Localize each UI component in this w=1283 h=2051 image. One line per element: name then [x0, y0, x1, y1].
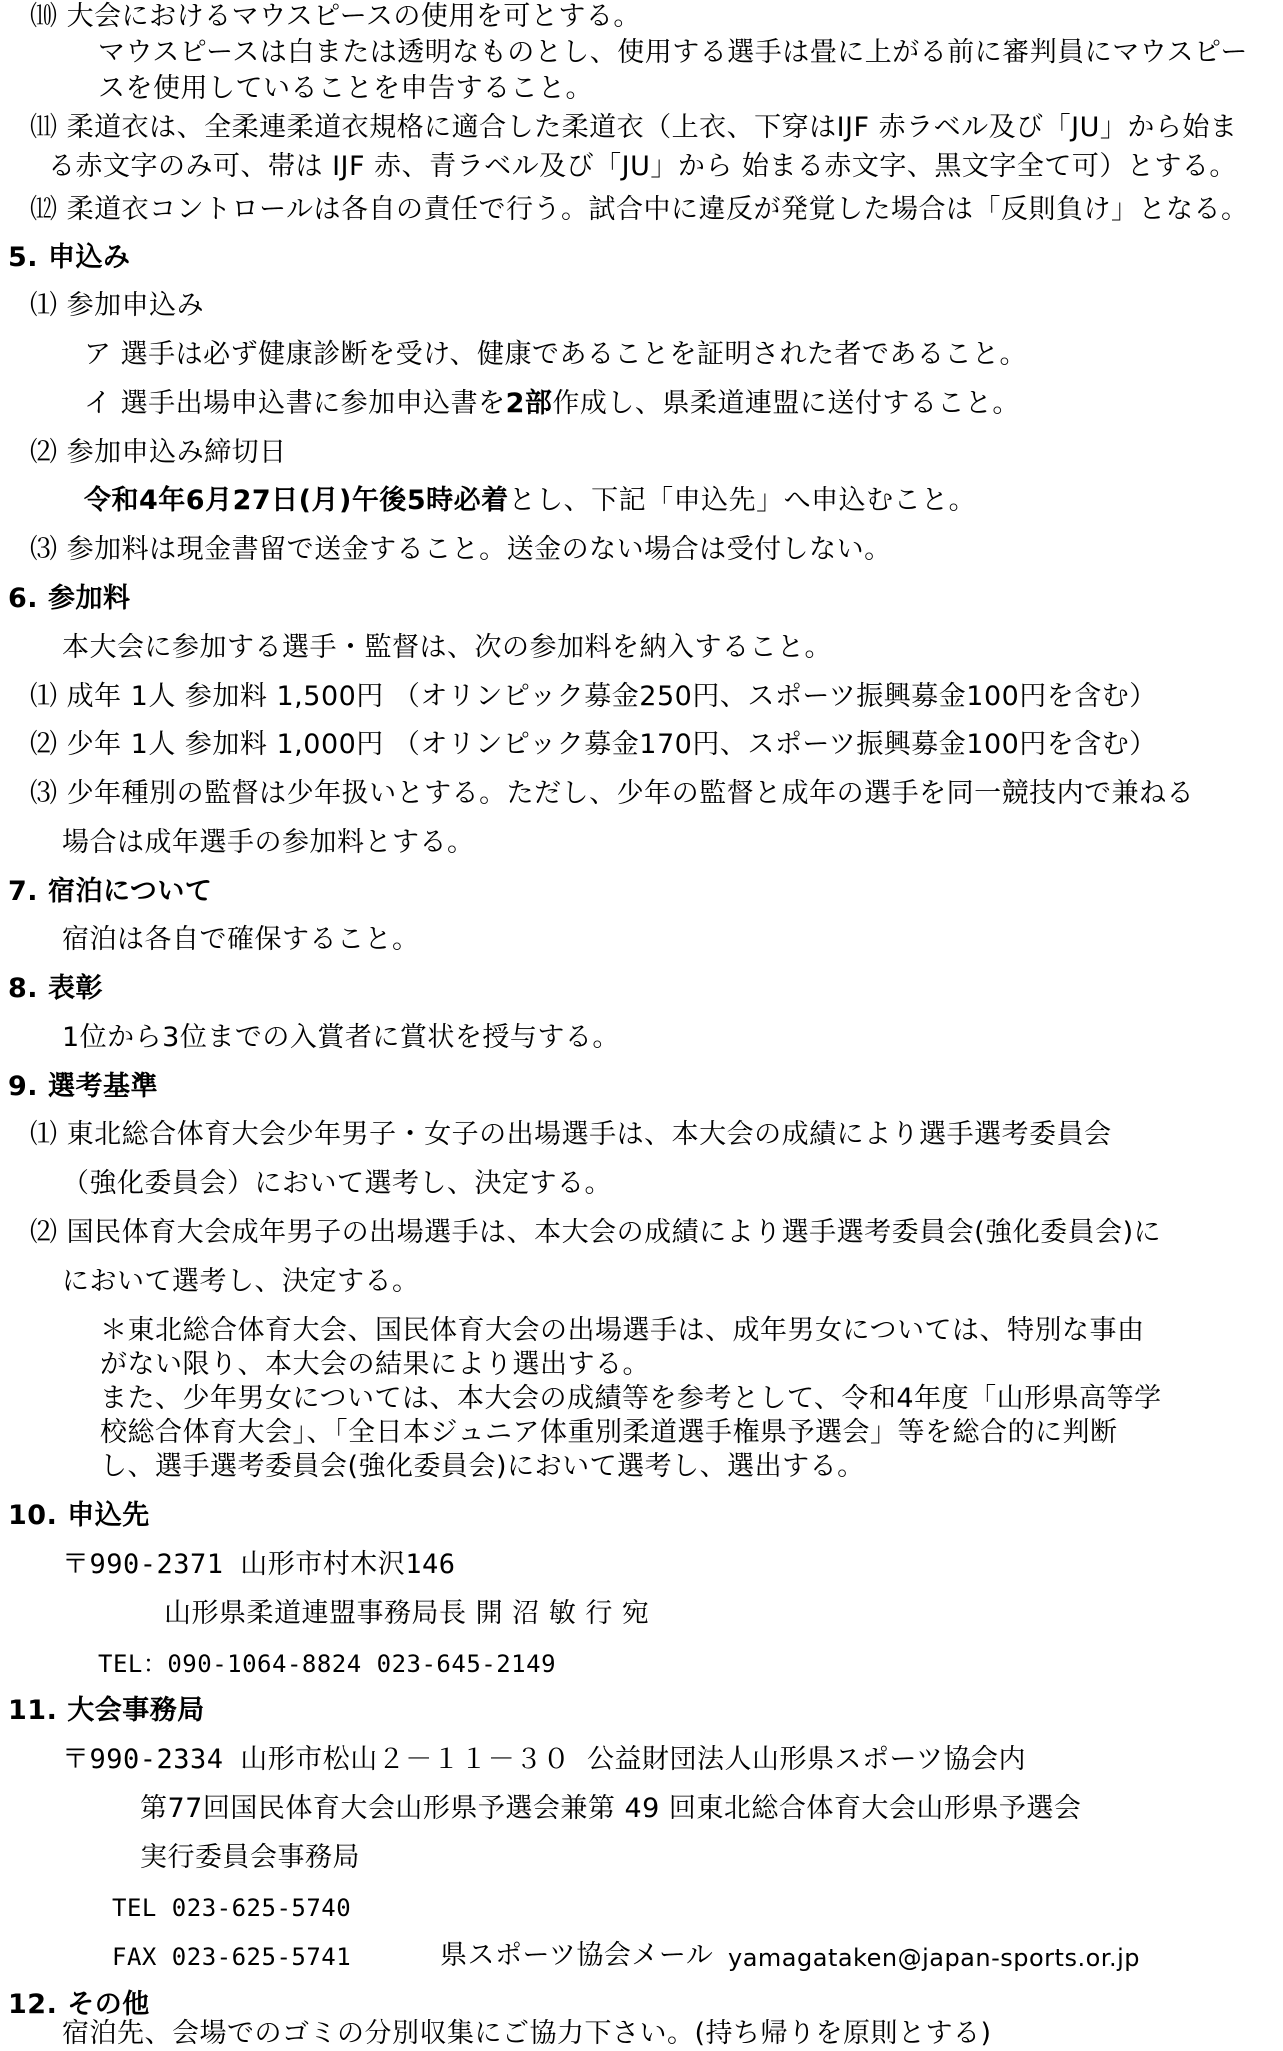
section-8-heading: 8. 表彰: [8, 973, 103, 1004]
section-11-org-line-1: 第77回国民体育大会山形県予選会兼第 49 回東北総合体育大会山形県予選会: [140, 1793, 1082, 1824]
section-5-item-1: ⑴ 参加申込み: [30, 290, 205, 321]
section-9-item-2-line-2: において選考し、決定する。: [62, 1266, 420, 1297]
section-6-item-3-line-2: 場合は成年選手の参加料とする。: [62, 827, 475, 858]
rule-11-line-1: ⑾ 柔道衣は、全柔連柔道衣規格に適合した柔道衣（上衣、下穿はIJF 赤ラベル及び「JU」から始ま: [30, 112, 1238, 143]
section-5-item-2: ⑵ 参加申込み締切日: [30, 437, 287, 468]
section-11-tel: TEL 023-625-5740: [112, 1894, 352, 1922]
section-5-deadline: [84, 484, 976, 518]
text-segment: イ 選手出場申込書に参加申込書を: [84, 388, 506, 419]
section-12-body: 宿泊先、会場でのゴミの分別収集にご協力下さい。(持ち帰りを原則とする): [62, 2018, 992, 2049]
section-11-address: 〒990-2334 山形市松山２－１１－３０ 公益財団法人山形県スポーツ協会内: [62, 1744, 1026, 1775]
section-6-item-2: ⑵ 少年 1人 参加料 1,000円 （オリンピック募金170円、スポーツ振興募金100円を含む）: [30, 729, 1157, 760]
section-11-fax: FAX 023-625-5741: [112, 1943, 352, 1971]
section-5-item-1-a: ア 選手は必ず健康診断を受け、健康であることを証明された者であること。: [84, 339, 1028, 370]
rule-11-line-2: る赤文字のみ可、帯は IJF 赤、青ラベル及び「JU」から 始まる赤文字、黒文字全て可）とする。: [48, 151, 1237, 182]
section-9-note-line-5: し、選手選考委員会(強化委員会)において選考し、選出する。: [100, 1451, 865, 1482]
deadline-date: 令和4年6月27日(月)午後5時必着: [84, 485, 509, 516]
text-segment: 作成し、県柔道連盟に送付すること。: [552, 388, 1020, 419]
section-9-note-line-2: がない限り、本大会の結果により選出する。: [100, 1349, 650, 1380]
section-6-item-1: ⑴ 成年 1人 参加料 1,500円 （オリンピック募金250円、スポーツ振興募金100円を含む）: [30, 681, 1157, 712]
section-10-tel: TEL：090-1064-8824 023-645-2149: [98, 1650, 557, 1678]
text-segment-bold: 2部: [505, 388, 553, 419]
section-12-heading: 12. その他: [8, 1989, 150, 2020]
section-9-item-1-line-1: ⑴ 東北総合体育大会少年男子・女子の出場選手は、本大会の成績により選手選考委員会: [30, 1119, 1112, 1150]
section-6-item-3-line-1: ⑶ 少年種別の監督は少年扱いとする。ただし、少年の監督と成年の選手を同一競技内で兼ねる: [30, 778, 1195, 809]
rule-10-line-2: マウスピースは白または透明なものとし、使用する選手は畳に上がる前に審判員にマウスピー: [98, 37, 1248, 68]
rule-10-line-1: ⑽ 大会におけるマウスピースの使用を可とする。: [30, 1, 641, 32]
section-9-item-2-line-1: ⑵ 国民体育大会成年男子の出場選手は、本大会の成績により選手選考委員会(強化委員会)に: [30, 1217, 1162, 1248]
section-11-org-line-2: 実行委員会事務局: [140, 1842, 360, 1873]
section-11-heading: 11. 大会事務局: [8, 1695, 205, 1726]
section-5-heading: 5. 申込み: [8, 242, 131, 273]
section-9-note-line-1: ＊東北総合体育大会、国民体育大会の出場選手は、成年男女については、特別な事由: [100, 1315, 1145, 1346]
section-11-mail[interactable]: yamagataken@japan-sports.or.jp: [728, 1944, 1140, 1972]
rule-10-line-3: スを使用していることを申告すること。: [98, 73, 593, 104]
section-10-address: 〒990-2371 山形市村木沢146: [62, 1549, 456, 1580]
section-9-note-line-4: 校総合体育大会」、「全日本ジュニア体重別柔道選手権県予選会」等を総合的に判断: [100, 1417, 1118, 1448]
section-10-recipient: 山形県柔道連盟事務局長 開 沼 敏 行 宛: [164, 1598, 650, 1629]
section-5-item-1-i: [84, 387, 1020, 421]
rule-12-line-1: ⑿ 柔道衣コントロールは各自の責任で行う。試合中に違反が発覚した場合は「反則負け」となる。: [30, 194, 1249, 225]
section-8-body: 1位から3位までの入賞者に賞状を授与する。: [62, 1022, 620, 1053]
section-9-heading: 9. 選考基準: [8, 1071, 158, 1102]
section-9-item-1-line-2: （強化委員会）において選考し、決定する。: [62, 1168, 612, 1199]
section-9-note-line-3: また、少年男女については、本大会の成績等を参考として、令和4年度「山形県高等学: [100, 1383, 1162, 1414]
section-11-mail-label: 県スポーツ協会メール: [440, 1940, 714, 1971]
text-segment: とし、下記「申込先」へ申込むこと。: [508, 485, 977, 516]
section-6-heading: 6. 参加料: [8, 583, 131, 614]
section-7-heading: 7. 宿泊について: [8, 876, 213, 907]
section-5-item-3: ⑶ 参加料は現金書留で送金すること。送金のない場合は受付しない。: [30, 534, 892, 565]
section-7-body: 宿泊は各自で確保すること。: [62, 924, 420, 955]
section-10-heading: 10. 申込先: [8, 1500, 150, 1531]
section-6-intro: 本大会に参加する選手・監督は、次の参加料を納入すること。: [62, 632, 832, 663]
